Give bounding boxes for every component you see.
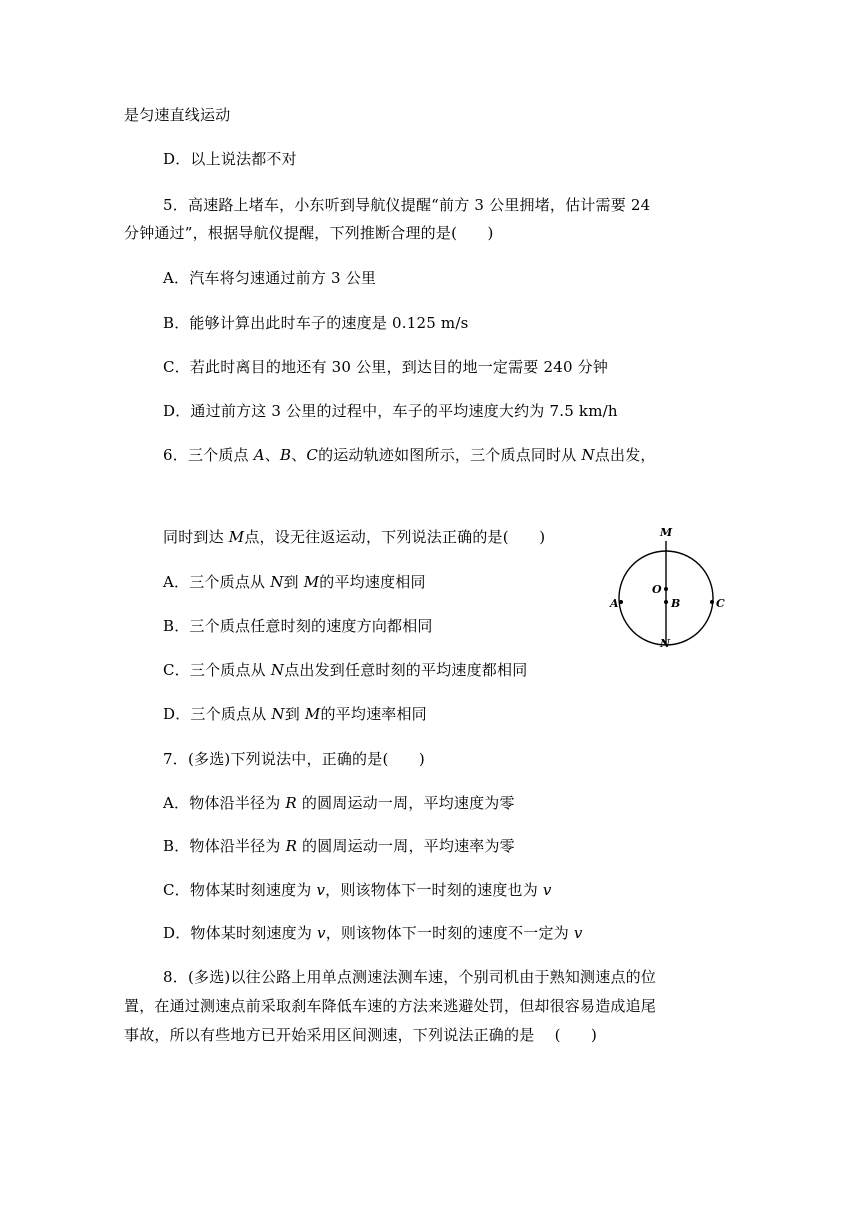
var-m: M [228,528,245,546]
point-o-dot [664,587,668,591]
q7-option-b: B．物体沿半径为 R 的圆周运动一周，平均速率为零 [163,837,515,855]
prev-option-d: D．以上说法都不对 [163,150,297,168]
var-r: R [285,794,297,812]
label-o: O [652,583,662,596]
label-m: M [660,526,673,539]
point-a-dot [619,600,623,604]
q6-option-c: C．三个质点从 N点出发到任意时刻的平均速度都相同 [163,661,528,679]
prev-question-tail: 是匀速直线运动 [124,106,231,124]
q5-stem-line2: 分钟通过”，根据导航仪提醒，下列推断合理的是( ) [124,224,494,242]
q6-stem-line2: 同时到达 M点，设无往返运动，下列说法正确的是( ) [163,528,546,546]
q8-stem-line1: 8．(多选)以往公路上用单点测速法测车速，个别司机由于熟知测速点的位 [163,968,657,986]
q7-option-c: C．物体某时刻速度为 v，则该物体下一时刻的速度也为 v [163,881,552,899]
q5-option-d: D．通过前方这 3 公里的过程中，车子的平均速度大约为 7.5 km/h [163,402,618,420]
label-a: A [610,597,619,610]
point-c-dot [710,600,714,604]
point-b-dot [664,600,668,604]
q6-stem-line1: 6．三个质点 A、B、C的运动轨迹如图所示，三个质点同时从 N点出发， [163,446,656,464]
q8-stem-line3: 事故，所以有些地方已开始采用区间测速，下列说法正确的是 ( ) [124,1026,598,1044]
q7-option-d: D．物体某时刻速度为 v，则该物体下一时刻的速度不一定为 v [163,924,583,942]
label-n: N [660,637,671,650]
var-n: N [581,446,595,464]
q6-option-b: B．三个质点任意时刻的速度方向都相同 [163,617,433,635]
var-v: v [316,881,326,899]
label-b: B [671,597,681,610]
q6-option-a: A．三个质点从 N到 M的平均速度相同 [163,573,426,591]
q5-stem-line1: 5．高速路上堵车，小东听到导航仪提醒“前方 3 公里拥堵，估计需要 24 [163,196,651,214]
q6-option-d: D．三个质点从 N到 M的平均速率相同 [163,705,427,723]
q8-stem-line2: 置，在通过测速点前采取刹车降低车速的方法来逃避处罚，但却很容易造成追尾 [124,997,657,1015]
q5-option-c: C．若此时离目的地还有 30 公里，到达目的地一定需要 240 分钟 [163,358,609,376]
q7-stem: 7．(多选)下列说法中，正确的是( ) [163,750,425,768]
var-a: A [253,446,265,464]
var-b: B [279,446,292,464]
trajectory-figure [606,524,736,654]
q5-option-b: B．能够计算出此时车子的速度是 0.125 m/s [163,314,469,332]
var-c: C [306,446,319,464]
q5-option-a: A．汽车将匀速通过前方 3 公里 [163,269,377,287]
label-c: C [716,597,725,610]
q7-option-a: A．物体沿半径为 R 的圆周运动一周，平均速度为零 [163,794,515,812]
